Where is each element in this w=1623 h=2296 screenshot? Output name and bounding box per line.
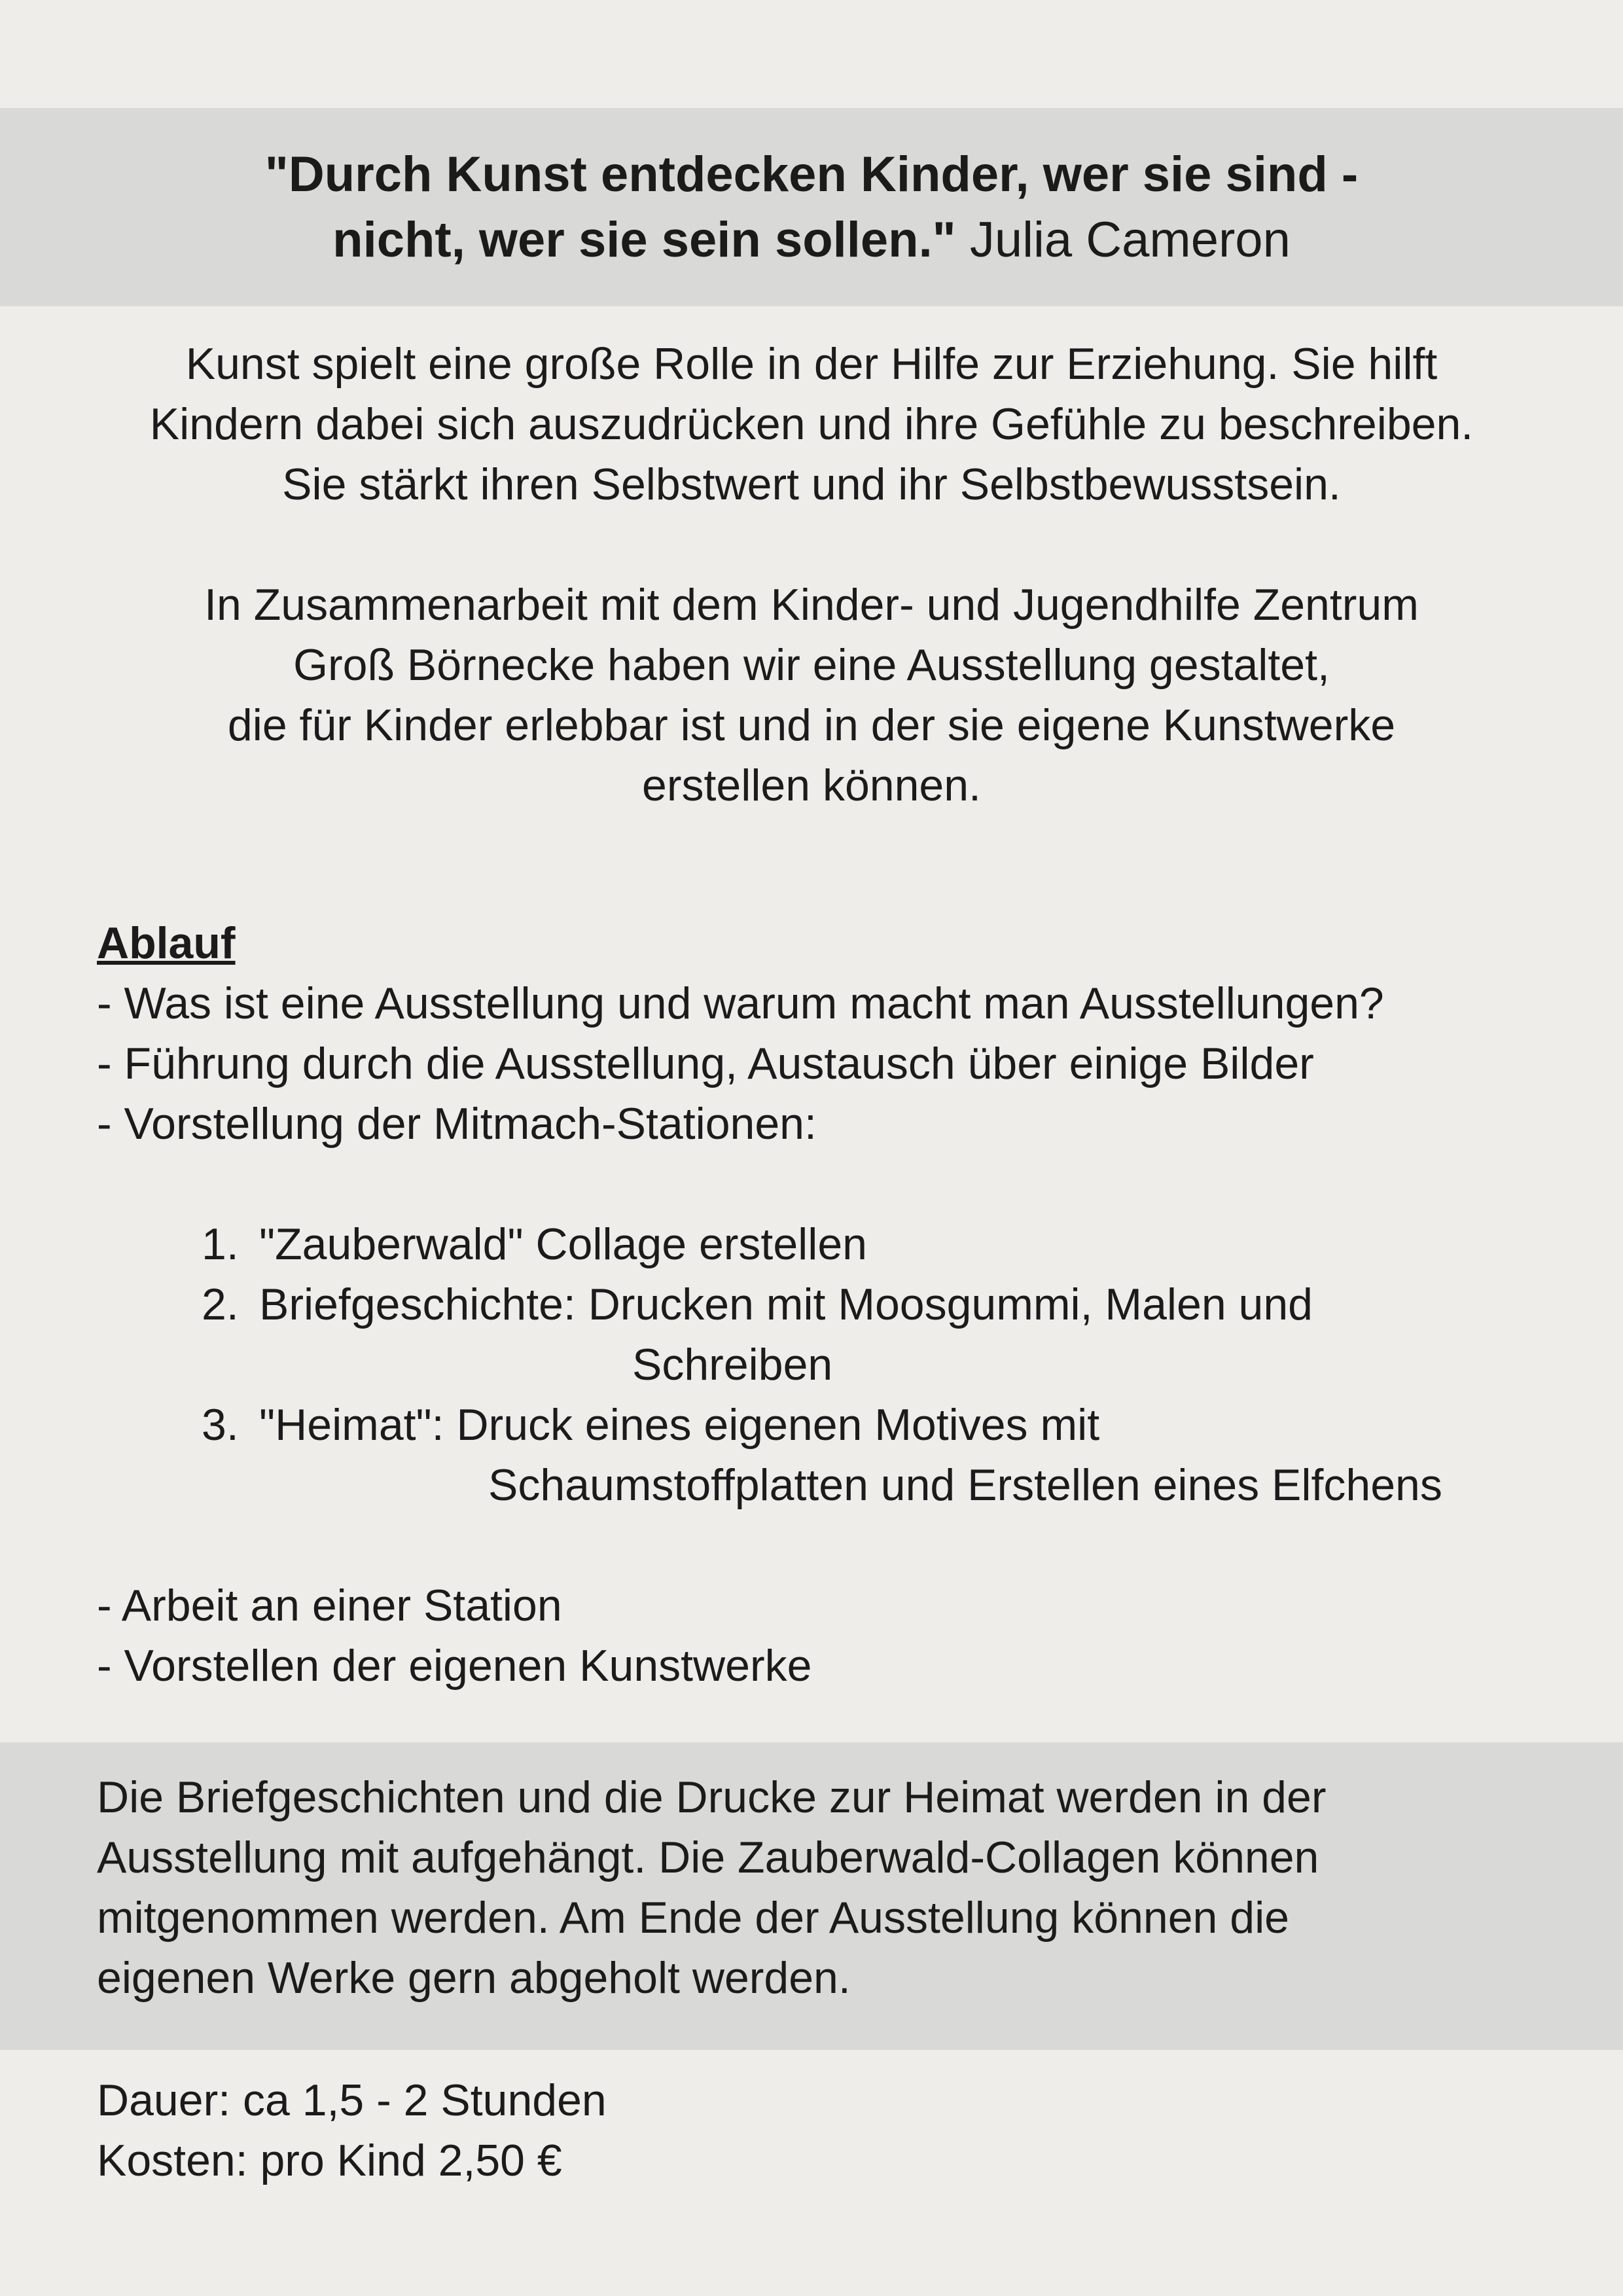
station-text: Briefgeschichte: Drucken mit Moosgummi, Malen und: [259, 1280, 1313, 1329]
intro-para2-line: erstellen können.: [642, 761, 981, 810]
quote-line-1: "Durch Kunst entdecken Kinder, wer sie sind -: [264, 146, 1359, 202]
quote-line-2: [332, 207, 1291, 273]
station-number: 2.: [202, 1280, 239, 1329]
ablauf-heading: Ablauf: [97, 918, 236, 968]
note-line: Ausstellung mit aufgehängt. Die Zauberwald-Collagen können: [97, 1833, 1319, 1882]
cost-text: Kosten: pro Kind 2,50 €: [97, 2136, 562, 2185]
station-number: 1.: [202, 1219, 239, 1269]
intro-para2-line: Groß Börnecke haben wir eine Ausstellung gestaltet,: [293, 640, 1330, 690]
quote-author: Julia Cameron: [969, 211, 1291, 268]
station-item: [97, 1274, 1602, 1395]
station-list: [97, 1214, 1602, 1515]
ablauf-item: - Führung durch die Ausstellung, Austausch über einige Bilder: [97, 1039, 1314, 1088]
station-item: [97, 1214, 1602, 1274]
note-line: Die Briefgeschichten und die Drucke zur Heimat werden in der: [97, 1772, 1327, 1822]
footer-info: [97, 2070, 607, 2191]
note-line: eigenen Werke gern abgeholt werden.: [97, 1953, 851, 2003]
intro-para1-line: Kindern dabei sich auszudrücken und ihre Gefühle zu beschreiben.: [149, 399, 1474, 449]
ablauf-section: [97, 913, 1602, 1696]
intro-para2-line: die für Kinder erlebbar ist und in der sie eigene Kunstwerke: [227, 700, 1396, 750]
intro-para2-line: In Zusammenarbeit mit dem Kinder- und Jugendhilfe Zentrum: [204, 580, 1419, 630]
station-text: "Heimat": Druck eines eigenen Motives mit: [259, 1400, 1100, 1450]
station-number: 3.: [202, 1400, 239, 1450]
note-banner: [0, 1742, 1623, 2050]
quote-text-bold: nicht, wer sie sein sollen.": [332, 211, 956, 268]
ablauf-tail: [97, 1575, 1602, 1696]
intro-para1-line: Kunst spielt eine große Rolle in der Hilfe zur Erziehung. Sie hilft: [185, 339, 1438, 389]
station-item: [97, 1395, 1602, 1515]
ablauf-item: - Vorstellung der Mitmach-Stationen:: [97, 1099, 817, 1149]
station-text-continued: Schreiben: [632, 1340, 833, 1390]
note-text: [97, 1767, 1576, 2008]
intro-para1-line: Sie stärkt ihren Selbstwert und ihr Selbstbewusstsein.: [282, 459, 1341, 509]
station-text-continued: Schaumstoffplatten und Erstellen eines Elfchens: [488, 1460, 1442, 1510]
ablauf-item: - Arbeit an einer Station: [97, 1581, 562, 1630]
quote-banner: [0, 108, 1623, 306]
station-text: "Zauberwald" Collage erstellen: [259, 1219, 867, 1269]
duration-text: Dauer: ca 1,5 - 2 Stunden: [97, 2075, 607, 2125]
ablauf-item: - Vorstellen der eigenen Kunstwerke: [97, 1641, 812, 1691]
ablauf-item: - Was ist eine Ausstellung und warum macht man Ausstellungen?: [97, 978, 1384, 1028]
note-line: mitgenommen werden. Am Ende der Ausstellung können die: [97, 1893, 1289, 1943]
intro-text: [0, 334, 1623, 816]
